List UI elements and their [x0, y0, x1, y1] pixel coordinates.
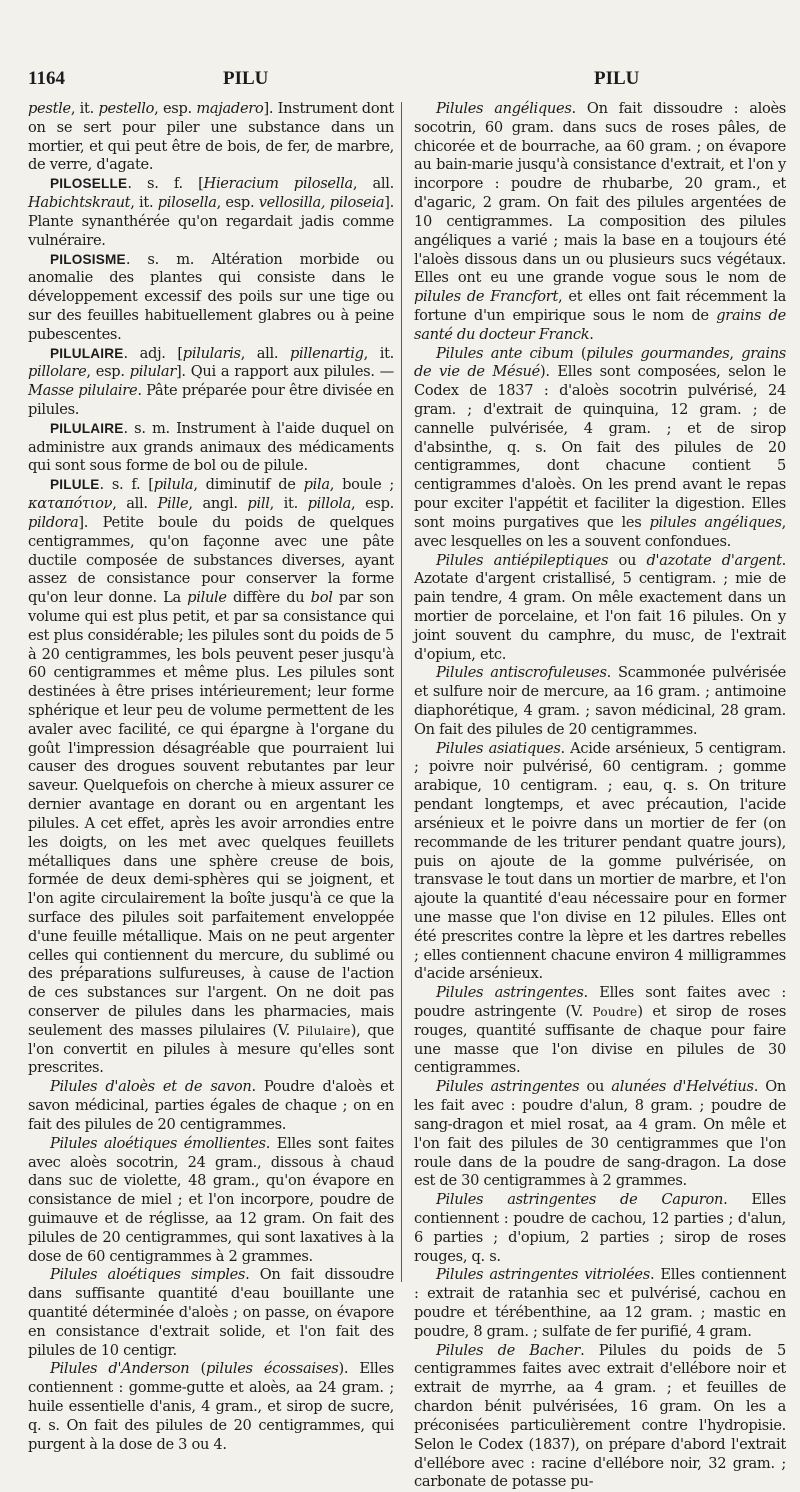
entry-pilules-aloetiques-simples: Pilules aloétiques simples. On fait dissoudre dans suffisante quantité d'eau bouillante une quantité déterminée d'aloès ; on passe, on évapore en consistance d'extrait solide, et l'on fait des pilules de 10 centigr.: [28, 1266, 394, 1359]
entry-pilulaire-noun: PILULAIRE. s. m. Instrument à l'aide duquel on administre aux grands animaux des médicaments qui sont sous forme de bol ou de pilule.: [28, 419, 394, 475]
entry-pilules-alunees-helvetius: Pilules astringentes ou alunées d'Helvétius. On les fait avec : poudre d'alun, 8 gram. ; poudre de sang-dragon et miel rosat, aa 4 gram. On mêle et l'on fait des pilules de 30 centigrammes que l'on roule dans de la poudre de sang-dragon. La dose est de 30 centigrammes à 2 grammes.: [414, 1078, 787, 1190]
column-divider: [401, 102, 402, 1282]
entry-pilulaire-adj: PILULAIRE. adj. [pilularis, all. pillenartig, it. pillolare, esp. pilular]. Qui a rapport aux pilules. — Masse pilulaire. Pâte préparée pour être divisée en pilules.: [28, 344, 395, 418]
entry-pilules-anderson: Pilules d'Anderson (pilules écossaises). Elles contiennent : gomme-gutte et aloès, aa 24 gram. ; huile essentielle d'anis, 4 gram., et sirop de sucre, q. s. On fait des pilules de 20 centigrammes, qui purgent à la dose de 3 ou 4.: [28, 1360, 395, 1453]
entry-piloselle: PILOSELLE. s. f. [Hieracium pilosella, all. Habichtskraut, it. pilosella, esp. vellosilla, piloseia]. Plante synanthérée qu'on regardait jadis comme vulnéraire.: [28, 175, 394, 249]
entry-pilules-aloes-savon: Pilules d'aloès et de savon. Poudre d'aloès et savon médicinal, parties égales de chaque ; on en fait des pilules de 20 centigrammes.: [28, 1078, 394, 1133]
entry-pilules-antiscrofuleuses: Pilules antiscrofuleuses. Scammonée pulvérisée et sulfure noir de mercure, aa 16 gram. ; antimoine diaphorétique, 4 gram. ; savon médicinal, 28 gram. On fait des pilules de 20 centigrammes.: [414, 664, 786, 738]
headword: PILULAIRE: [50, 420, 124, 436]
entry-pilules-capuron: Pilules astringentes de Capuron. Elles contiennent : poudre de cachou, 12 parties ; d'alun, 6 parties ; d'opium, 2 parties ; sirop de roses rouges, q. s.: [414, 1191, 786, 1265]
entry-pilules-antiepileptiques: Pilules antiépileptiques ou d'azotate d'argent. Azotate d'argent cristallisé, 5 centigram. ; mie de pain tendre, 4 gram. On mêle exactement dans un mortier de porcelaine, et l'on fait 16 pilules. On y joint souvent du camphre, du musc, de l'extrait d'opium, etc.: [414, 551, 787, 663]
entry-pilules-ante-cibum: Pilules ante cibum (pilules gourmandes, grains de vie de Mésué). Elles sont composées, selon le Codex de 1837 : d'aloès socotrin pulvérisé, 24 gram. ; d'extrait de quinquina, 12 gram. ; de cannelle pulvérisée, 4 gram. ; et de sirop d'absinthe, q. s. On fait des pilules de 20 centigrammes, dont chacune contient 5 centigrammes d'aloès. On les prend avant le repas pour exciter l'appétit et faciliter la digestion. Elles sont moins purgatives que les pilules angéliques, avec lesquelles on les a souvent confondues.: [414, 344, 787, 550]
entry-pilules-angeliques: Pilules angéliques. On fait dissoudre : aloès socotrin, 60 gram. dans sucs de roses pâles, de chicorée et de bourrache, aa 60 gram. ; on évapore au bain-marie jusqu'à consistance d'extrait, et l'on y incorpore : poudre de rhubarbe, 20 gram., et d'agaric, 2 gram. On fait des pilules argentées de 10 centigrammes. La composition des pilules angéliques a varié ; mais la base en a toujours été l'aloès dissous dans un ou plusieurs sucs végétaux. Elles ont eu une grande vogue sous le nom de pilules de Francfort, et elles ont fait récemment la fortune d'un empirique sous le nom de grains de santé du docteur Franck.: [414, 100, 786, 343]
entry-pilules-astringentes: Pilules astringentes. Elles sont faites avec : poudre astringente (V. Poudre) et sirop de roses rouges, quantité suffisante de chaque pour faire une masse que l'on divise en pilules de 30 centigrammes.: [414, 984, 787, 1077]
entry-pilosisme: PILOSISME. s. m. Altération morbide ou anomalie des plantes qui consiste dans le développement excessif des poils sur une tige ou sur des feuilles habituellement glabres ou à peine pubescentes.: [28, 250, 394, 343]
entry-pilules-aloetiques-emollientes: Pilules aloétiques émollientes. Elles sont faites avec aloès socotrin, 24 gram., dissous à chaud dans suc de violette, 48 gram., qu'on évapore en consistance de miel ; et l'on incorpore, poudre de guimauve et de réglisse, aa 12 gram. On fait des pilules de 20 centigrammes, qui sont laxatives à la dose de 60 centigrammes à 2 grammes.: [28, 1134, 394, 1265]
entry-pilules-bacher: Pilules de Bacher. Pilules du poids de 5 centigrammes faites avec extrait d'ellébore noir et extrait de myrrhe, aa 4 gram. ; et feuilles de chardon bénit pulvérisées, 16 gram. On les a préconisées particulièrement contre l'hydropisie. Selon le Codex (1837), on prépare d'abord l'extrait d'ellébore avec : racine d'ellébore noir, 32 gram. ; carbonate de potasse pu-: [414, 1341, 786, 1491]
headword: PILULE: [50, 477, 100, 493]
entry-pilules-vitriolees: Pilules astringentes vitriolées. Elles contiennent : extrait de ratanhia sec et pulvérisé, cachou en poudre et térébenthine, aa 12 gram. ; mastic en poudre, 8 gram. ; sulfate de fer purifié, 4 gram.: [414, 1266, 786, 1340]
running-head-right: PILU: [594, 68, 640, 89]
headword: PILULAIRE: [50, 345, 124, 361]
page-number: 1164: [28, 68, 65, 89]
headword: PILOSELLE: [50, 176, 128, 192]
entry-pilules-asiatiques: Pilules asiatiques. Acide arsénieux, 5 centigram. ; poivre noir pulvérisé, 60 centigram. ; gomme arabique, 10 centigram. ; eau, q. s. On triture pendant longtemps, et avec précaution, l'acide arsénieux et le poivre dans un mortier de fer (on recommande de les triturer pendant quatre jours), puis on ajoute de la gomme pulvérisée, on transvase le tout dans un mortier de marbre, et l'on ajoute la quantité d'eau nécessaire pour en former une masse que l'on divise en 12 pilules. Elles ont été prescrites contre la lèpre et les dartres rebelles ; elles contiennent chacune environ 4 milligrammes d'acide arsénieux.: [414, 739, 786, 983]
page-header: [28, 68, 782, 94]
headword: PILOSISME: [50, 251, 126, 267]
running-head-left: PILU: [223, 68, 269, 89]
right-column: [414, 100, 787, 1491]
entry-pilon-continuation: pestle, it. pestello, esp. majadero]. Instrument dont on se sert pour piler une substance dans un mortier, et qui peut être de bois, de fer, de marbre, de verre, d'agate.: [28, 100, 394, 174]
left-column: [28, 100, 395, 1453]
entry-pilule: PILULE. s. f. [pilula, diminutif de pila, boule ; καταπότιον, all. Pille, angl. pill, it. pillola, esp. pildora]. Petite boule du poids de quelques centigrammes, qu'on façonne avec une pâte ductile composée de substances diverses, ayant assez de consistance pour conserver la forme qu'on leur donne. La pilule diffère du bol par son volume qui est plus petit, et par sa consistance qui est plus considérable; les pilules sont du poids de 5 à 20 centigrammes, les bols peuvent peser jusqu'à 60 centigrammes et même plus. Les pilules sont destinées à être prises intérieurement; leur forme sphérique et leur peu de volume permettent de les avaler avec facilité, ce qui épargne à l'organe du goût l'impression désagréable que pourraient lui causer des drogues souvent rebutantes par leur saveur. Quelquefois on cherche à mieux assurer ce dernier avantage en dorant ou en argentant les pilules. A cet effet, après les avoir arrondies entre les doigts, on les met avec quelques feuillets métalliques dans une sphère creuse de bois, formée de deux demi-sphères qui se joignent, et l'on agite circulairement la boîte jusqu'à ce que la surface des pilules soit parfaitement enveloppée d'une feuille métallique. Mais on ne peut argenter celles qui contiennent du mercure, du sublimé ou des préparations sulfureuses, à cause de l'action de ces substances sur l'argent. On ne doit pas conserver de pilules dans les pharmacies, mais seulement des masses pilulaires (V. Pilulaire), que l'on convertit en pilules à mesure qu'elles sont prescrites.: [28, 476, 395, 1077]
